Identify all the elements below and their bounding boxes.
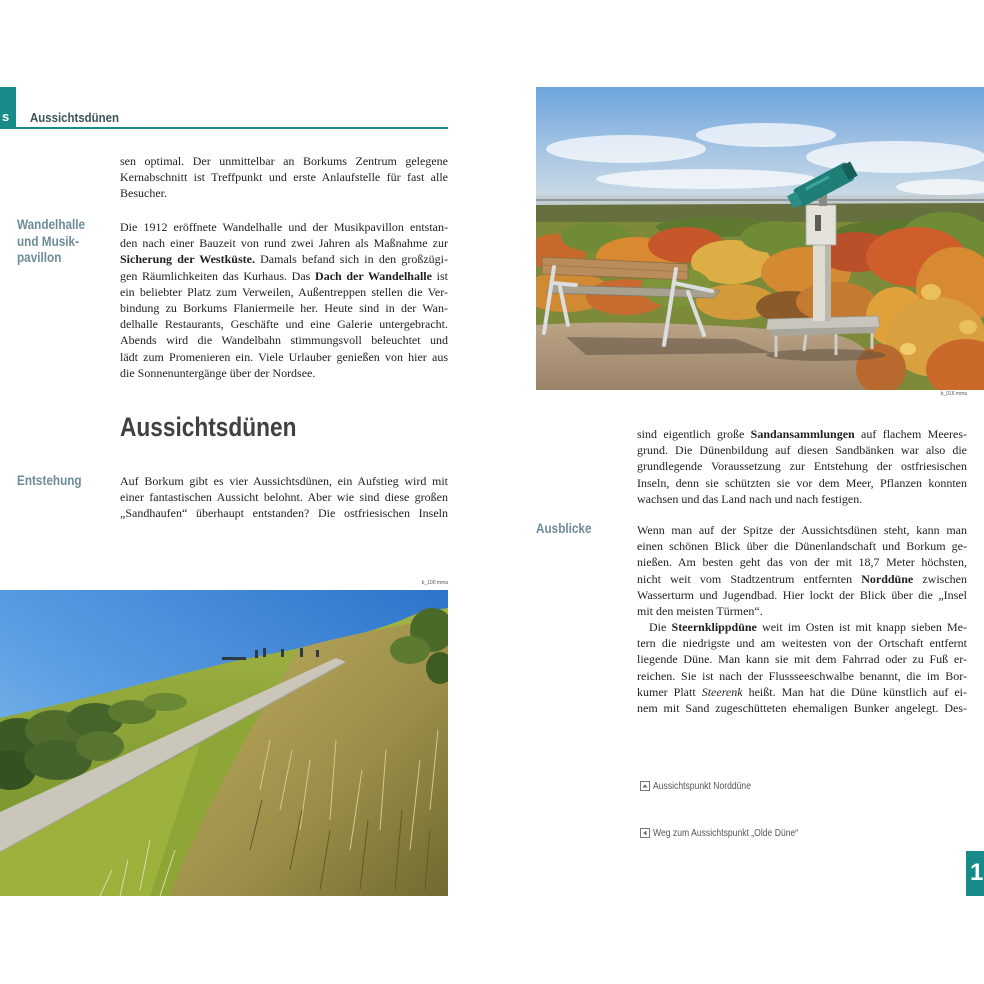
text-segment: zwischen [913, 571, 967, 586]
text-line [637, 458, 967, 474]
text-line [120, 153, 448, 169]
margin-label-entstehung [17, 473, 82, 490]
bold-term: Sicherung der Westküste. [120, 252, 255, 267]
margin-label-ausblicke [536, 521, 591, 538]
text-segment: lädt zum Promenieren ein. Viele Urlauber genießen von hier aus [120, 349, 448, 364]
text-line [637, 442, 967, 458]
text-line [120, 473, 448, 489]
text-segment: einen schönen Blick über die Dünenlandschaft und Borkum ge- [637, 539, 967, 554]
text-segment: mit den meisten Türmen“. [637, 604, 763, 619]
text-line [637, 684, 967, 700]
text-segment: Kernabschnitt ist Treffpunkt und erste Anlaufstelle für fast alle [120, 170, 448, 185]
text-line [637, 700, 967, 716]
text-segment: reichen. Sie ist nach der Flussseeschwalbe benannt, die im Bor- [637, 668, 967, 683]
text-line [120, 268, 448, 284]
paragraph-ausblicke-2 [637, 619, 967, 716]
paragraph-ausblicke-1 [637, 522, 967, 619]
text-segment: einer fantastischen Aussicht belohnt. Aber wie sind diese großen [120, 490, 448, 505]
text-line [637, 571, 967, 587]
text-segment: grund. Die Dünenbildung auf diesen Sandbänken war also die [637, 443, 967, 458]
margin-label-line: pavillon [17, 250, 62, 265]
italic-term: Steerenk [701, 684, 743, 699]
text-segment: Abends wird die Wandelbahn stimmungsvoll beleuchtet und [120, 333, 448, 348]
text-segment: tern die niedrigste und am weitesten von der Ortschaft entfernt [637, 636, 967, 651]
text-line [120, 219, 448, 235]
photo-caption-norddune [640, 780, 767, 792]
section-heading: Aussichtsdünen [120, 412, 297, 442]
text-segment: gen Räumlichkeiten das Kurhaus. Das [120, 268, 316, 283]
text-line [637, 668, 967, 684]
text-line [637, 603, 967, 619]
text-segment: Besucher. [120, 186, 167, 201]
margin-label-line: Ausblicke [536, 521, 592, 536]
paragraph-continuation [637, 426, 967, 507]
text-segment: Damals befand sich in den großzügi- [254, 252, 448, 267]
margin-label-line: Entstehung [17, 473, 82, 488]
text-line [637, 475, 967, 491]
text-segment: Inseln, denn sie schützten sie vor dem Meer, Pflanzen konnten [637, 475, 967, 490]
bold-term: Norddüne [861, 571, 914, 586]
text-segment: nem mit Sand zugeschütteten ehemaligen Bunker angelegt. Des- [637, 701, 967, 716]
photo-left-icon [640, 828, 650, 838]
page-number-tab-left [0, 87, 16, 128]
caption-text: Weg zum Aussichtspunkt „Olde Düne“ [653, 827, 799, 839]
text-segment: Die 1912 eröffnete Wandelhalle und der Musikpavillon entstan- [120, 220, 448, 234]
text-line [120, 251, 448, 267]
photo-caption-olde-dune [640, 827, 822, 839]
margin-label-wandelhalle [17, 217, 85, 267]
text-segment: auf flachem Meeres- [854, 427, 967, 441]
text-segment: Auf Borkum gibt es vier Aussichtsdünen, ein Aufstieg wird mit [120, 474, 448, 488]
text-line [120, 316, 448, 332]
text-line [120, 300, 448, 316]
text-segment: Wasserturm und Jugendbad. Hier lockt der Blick über die „Insel [637, 587, 967, 602]
paragraph-entstehung [120, 473, 448, 522]
text-segment: Die [649, 620, 672, 634]
paragraph-intro [120, 153, 448, 202]
text-line [637, 635, 967, 651]
photo-credit-left: b_100 mma [421, 580, 448, 586]
bold-term: Steernklippdüne [671, 620, 757, 634]
running-head: Aussichtsdünen [30, 110, 119, 125]
page-number-right: 1 [970, 859, 984, 886]
text-segment: die Sonnenuntergänge über der Nordsee. [120, 365, 316, 380]
margin-label-line: und Musik- [17, 233, 79, 249]
text-line [120, 489, 448, 505]
text-segment: nicht weit vom Stadtzentrum entfernten [637, 571, 862, 586]
text-line [637, 619, 967, 635]
text-line [637, 538, 967, 554]
text-line [120, 349, 448, 365]
text-segment: sind eigentlich große [637, 427, 751, 441]
text-line [120, 185, 448, 201]
text-segment: grundlegende Voraussetzung zur Entstehung der ostfriesischen [637, 459, 967, 474]
text-line [120, 365, 448, 381]
text-line [120, 332, 448, 348]
photo-credit-right: b_016 mma [940, 391, 967, 397]
text-segment: delhalle Restaurants, Geschäfte und eine Galerie untergebracht. [120, 317, 448, 332]
text-line [637, 554, 967, 570]
horizon-line [536, 199, 984, 201]
text-line [120, 169, 448, 185]
running-head-rule [0, 127, 448, 129]
text-segment: den nach einer Bauzeit von rund zwei Jahren als Maßnahme zur [120, 236, 448, 251]
text-segment: wachsen und das Land nach und nach festigen. [637, 491, 863, 506]
text-segment: nießen. Am besten geht das von der mit 18,7 Meter höchsten, [637, 555, 967, 570]
photo-bench-and-binoculars [536, 87, 984, 390]
text-segment: Wenn man auf der Spitze der Aussichtsdünen steht, kann man [637, 523, 967, 537]
text-segment: sen optimal. Der unmittelbar an Borkums Zentrum gelegene [120, 154, 448, 168]
page-number-left: s [2, 109, 10, 124]
text-segment: ist [431, 268, 448, 283]
paragraph-wandelhalle [120, 219, 448, 381]
caption-text: Aussichtspunkt Norddüne [653, 780, 752, 792]
text-line [637, 651, 967, 667]
text-line [637, 426, 967, 442]
text-segment: ein beliebter Platz zum Verweilen, Außentreppen stellen die Ver- [120, 284, 448, 299]
text-line [637, 522, 967, 538]
page-number-tab-right [966, 851, 984, 896]
bold-term: Dach der Wandelhalle [315, 268, 432, 283]
text-segment: liegende Düne. Man kann sie mit dem Fahrrad oder zu Fuß er- [637, 652, 967, 667]
text-segment: bindung zu Borkums Flaniermeile her. Heute sind in der Wan- [120, 301, 448, 316]
text-line [120, 235, 448, 251]
text-line [637, 587, 967, 603]
text-segment: „Sandhaufen“ überhaupt entstanden? Die ostfriesischen Inseln [120, 506, 448, 521]
text-line [120, 505, 448, 521]
text-line [120, 284, 448, 300]
text-line [637, 491, 967, 507]
text-segment: heißt. Man hat die Düne künstlich auf ei- [742, 684, 967, 699]
bold-term: Sandansammlungen [750, 427, 855, 441]
photo-dune-footpath [0, 590, 448, 896]
text-segment: weit im Osten ist mit knapp sieben Me- [756, 620, 967, 634]
photo-above-icon [640, 781, 650, 791]
margin-label-line: Wandelhalle [17, 217, 86, 232]
text-segment: kumer Platt [637, 684, 702, 699]
